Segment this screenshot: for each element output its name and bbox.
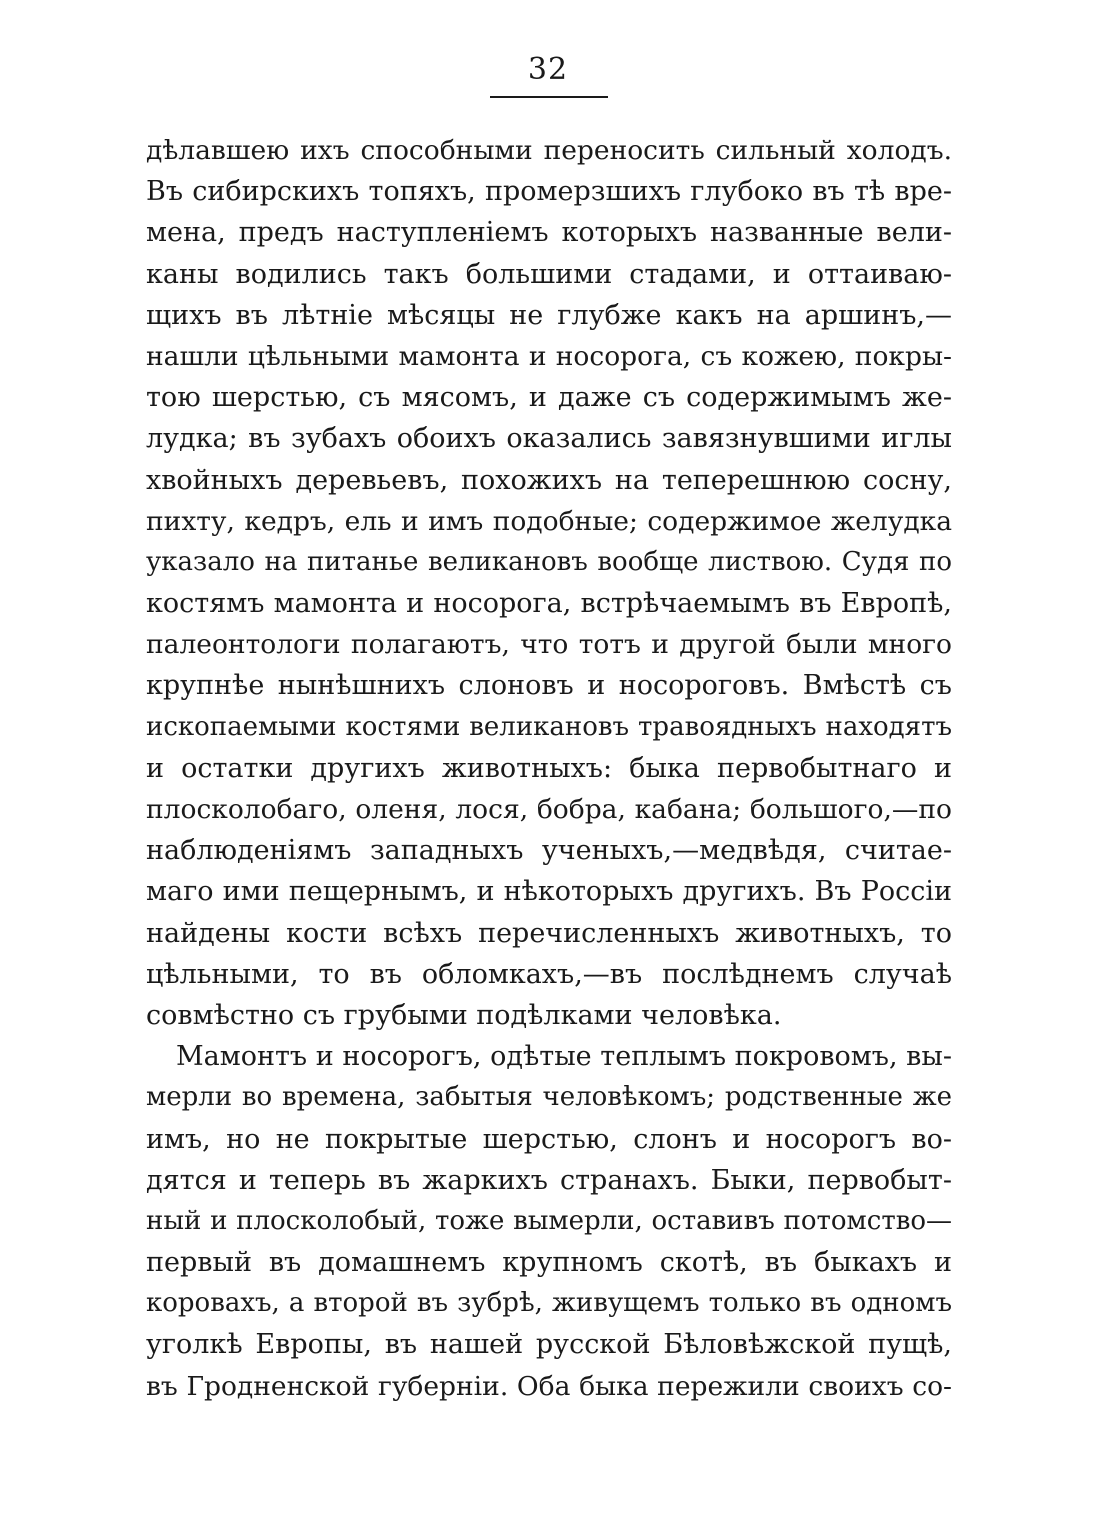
- text-line: ископаемыми костями великановъ травоядныхъ находятъ: [146, 711, 952, 742]
- text-line: найдены кости всѣхъ перечисленныхъ животныхъ, то: [146, 917, 952, 949]
- text-line: лудка; въ зубахъ обоихъ оказались завязнувшими иглы: [146, 423, 952, 455]
- text-line: коровахъ, а второй въ зубрѣ, живущемъ только въ одномъ: [146, 1288, 952, 1319]
- text-line: пихту, кедръ, ель и имъ подобные; содержимое желудка: [146, 505, 952, 537]
- text-line: и остатки другихъ животныхъ: быка первобытнаго и: [146, 752, 952, 784]
- text-line: хвойныхъ деревьевъ, похожихъ на теперешнюю сосну,: [146, 464, 952, 496]
- text-line: нашли цѣльными мамонта и носорога, съ кожею, покры-: [146, 340, 952, 372]
- text-line: ный и плосколобый, тоже вымерли, оставивъ потомство—: [146, 1205, 952, 1236]
- paragraph-1: [146, 130, 952, 1036]
- text-line: Въ сибирскихъ топяхъ, промерзшихъ глубоко въ тѣ вре-: [146, 176, 952, 208]
- text-line: цѣльными, то въ обломкахъ,—въ послѣднемъ случаѣ: [146, 958, 952, 990]
- text-line: мерли во времена, забытыя человѣкомъ; родственные же: [146, 1082, 952, 1113]
- text-line: дѣлавшею ихъ способными переносить сильный холодъ.: [146, 135, 952, 166]
- text-line: первый въ домашнемъ крупномъ скотѣ, въ быкахъ и: [146, 1247, 952, 1279]
- text-line: палеонтологи полагаютъ, что тотъ и другой были много: [146, 629, 952, 661]
- text-line: уголкѣ Европы, въ нашей русской Бѣловѣжской пущѣ,: [146, 1329, 952, 1361]
- text-line: щихъ въ лѣтніе мѣсяцы не глубже какъ на аршинъ,—: [146, 299, 952, 331]
- text-line: крупнѣе нынѣшнихъ слоновъ и носороговъ. Вмѣстѣ съ: [146, 670, 952, 702]
- text-line: маго ими пещернымъ, и нѣкоторыхъ другихъ. Въ Россіи: [146, 876, 952, 908]
- text-line: плосколобаго, оленя, лося, бобра, кабана; большого,—по: [146, 794, 952, 825]
- text-line: имъ, но не покрытые шерстью, слонъ и носорогъ во-: [146, 1123, 952, 1155]
- page-number: 32: [527, 52, 569, 87]
- text-line: дятся и теперь въ жаркихъ странахъ. Быки, первобыт-: [146, 1164, 952, 1196]
- text-line: каны водились такъ большими стадами, и оттаиваю-: [146, 258, 952, 290]
- text-line: костямъ мамонта и носорога, встрѣчаемымъ въ Европѣ,: [146, 588, 952, 620]
- paragraph-2: [146, 1036, 952, 1407]
- text-line: Мамонтъ и носорогъ, одѣтые теплымъ покровомъ, вы-: [176, 1041, 952, 1073]
- page-number-rule: [490, 96, 608, 98]
- text-line: въ Гродненской губерніи. Оба быка пережили своихъ со-: [146, 1370, 952, 1402]
- text-line: наблюденіямъ западныхъ ученыхъ,—медвѣдя, считае-: [146, 835, 952, 867]
- text-line: указало на питанье великановъ вообще листвою. Судя по: [146, 546, 952, 577]
- text-line: совмѣстно съ грубыми подѣлками человѣка.: [146, 999, 782, 1031]
- body-text: [146, 130, 952, 1407]
- text-line: мена, предъ наступленіемъ которыхъ названные вели-: [146, 217, 952, 249]
- text-line: тою шерстью, съ мясомъ, и даже съ содержимымъ же-: [146, 382, 952, 414]
